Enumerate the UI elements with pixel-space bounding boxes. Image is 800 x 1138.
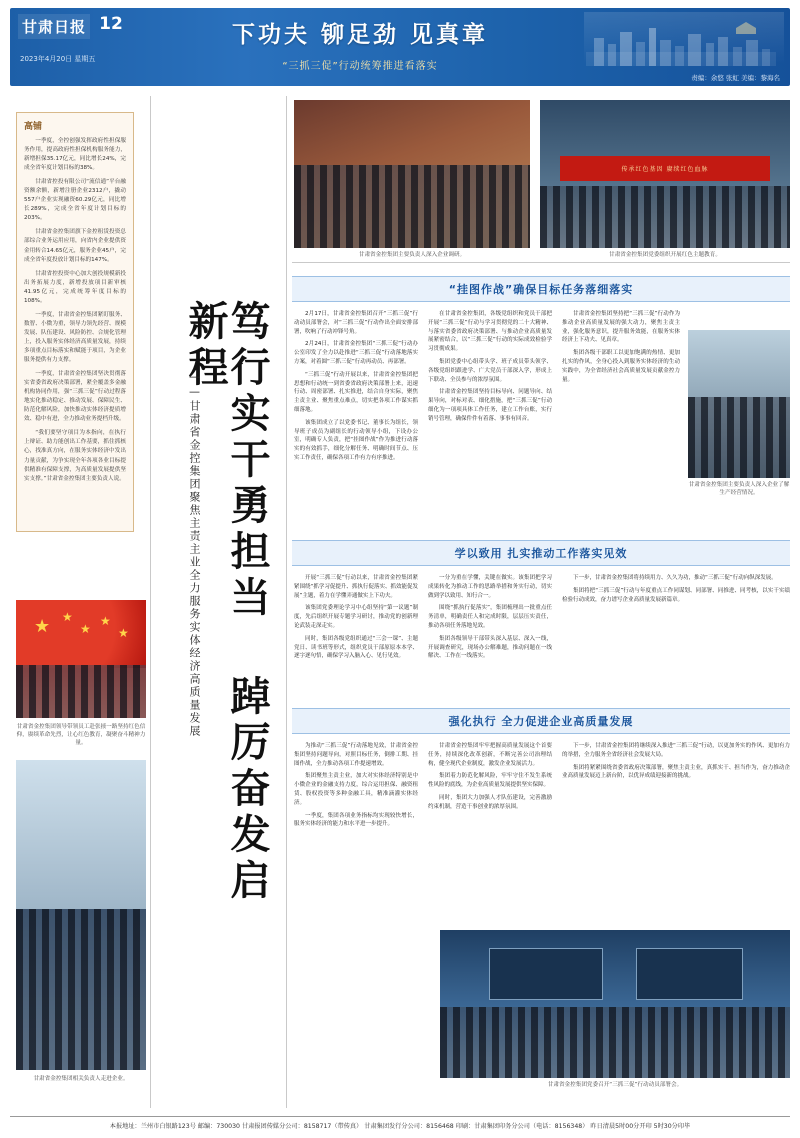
paragraph: 开展“三抓三促”行动以来，甘肃省金控集团紧紧围绕“抓学习促提升、抓执行促落实、抓效能促发展”主题，着力在学懂弄通做实上下功夫。 — [294, 575, 418, 599]
page-footer: 本报地址：兰州市白银路123号 邮编：730030 甘肃报团传媒分公司：8158717（带传真） 甘肃集团发行分公司：8156468 印刷：甘肃集团印务分公司（电话：8156348） 昨日清晨5时00分开印 5时30分印毕 — [10, 1116, 790, 1130]
sidebar-para: 一季度，甘肃省金控集团紧盯服务、数智、小微为重，领导力领先经营、规模发展、队伍建设、风险防控、合规化管理上，投入服务实体经济高质量发展，持续多项重点目标落实和赋能于项目，为企业服务提供有力支撑。 — [24, 311, 126, 364]
skyline-icon — [586, 22, 776, 66]
paragraph: 集团聚焦主责主业，加大对实体经济特别是中小微企业的金融支持力度，综合运用担保、融资租赁、股权投资等多种金融工具，精准滴灌实体经济。 — [294, 773, 418, 806]
photo-bottom-meeting-caption: 甘肃省金控集团党委召开“三抓三促”行动动员部署会。 — [547, 1082, 683, 1088]
paragraph: 该集团成立了以党委书记、董事长为组长，领导班子成员为副组长的行动领导小组，下设办公室，明确专人负责，把“挂图作战”作为推进行动落实的有效抓手，细化分解任务、明确时间节点、压实工作责任，确保各项工作有力有序推进。 — [294, 419, 418, 461]
section-1-col-3 — [562, 310, 680, 535]
section-rule-1 — [292, 262, 790, 263]
page-subheadline: ——甘肃省金控集团聚焦主责主业全力服务实体经济高质量发展 — [188, 370, 201, 738]
section-2-col-3 — [562, 574, 790, 704]
section-3-col-3 — [562, 742, 790, 922]
paragraph: 一分为重在学懂，关键在做实。该集团把学习成果转化为推动工作的思路举措和务实行动，切实做到学以致用、知行合一。 — [428, 575, 552, 599]
paragraph: 2月24日，甘肃省金控集团“三抓三促”行动办公室印发了全力以赴推进“三抓三促”行动落地落实方案，对着圆“三抓三促”行动再动员、再部署。 — [294, 341, 418, 365]
photo-bottom-meeting — [440, 930, 790, 1078]
sidebar-para: 甘肃省控投资中心加大创投规模新投出务拓展力度，新增投放项目新审核41.95亿元，完成统筹年度目标的108%。 — [24, 270, 126, 304]
photo-mid-right — [688, 330, 790, 478]
masthead — [10, 8, 790, 86]
sidebar-para: 甘肃省控投有限公司“流信通”平台融资额余额，新增注册企业2312户，撬动557户企业实现融资60.29亿元，同比增长289%，完成全省年度计划目标的203%。 — [24, 179, 126, 222]
column-rule-1 — [150, 96, 151, 1108]
paragraph: 集团将紧紧围绕省委省政府决策部署，聚焦主责主业，真抓实干、担当作为，奋力推动企业高质量发展迈上新台阶，以优异成绩迎接新的挑战。 — [562, 764, 790, 780]
section-2-col-1 — [294, 574, 418, 704]
paragraph: 集团各级干部职工以更加饱满的热情、更加扎实的作风，全身心投入到服务实体经济的生动实践中，为全省经济社会高质量发展贡献金控力量。 — [562, 350, 680, 383]
paragraph: 2月17日，甘肃省金控集团召开“三抓三促”行动动员部署会，对“三抓三促”行动作出全面安排部署，吹响了行动冲锋号角。 — [294, 311, 418, 335]
photo-banner-text: 传承红色基因 赓续红色血脉 — [560, 156, 770, 181]
paragraph: 甘肃省金控集团坚持目标导向、问题导向、结果导向，对标对表、细化措施，把“三抓三促”行动细化为一项项具体工作任务，建立工作台账，实行销号管理，确保件件有着落、事事有回音。 — [428, 389, 552, 422]
section-2-col-2 — [428, 574, 552, 704]
photo-mid-right-caption: 甘肃省金控集团主要负责人深入企业了解生产经营情况。 — [688, 482, 790, 496]
photo-image — [688, 330, 790, 478]
column-rule-2 — [286, 96, 287, 1108]
photo-top-right-caption: 甘肃省金控集团党委组织开展红色主题教育。 — [609, 252, 721, 258]
sidebar-box-title: 高铺 — [24, 122, 43, 132]
paragraph: 下一步，甘肃省金控集团将继续深入推进“三抓三促”行动，以更加务实的作风、更加有力的举措，全力服务全省经济社会发展大局。 — [562, 743, 790, 758]
section-1-title: “挂图作战”确保目标任务落细落实 — [292, 276, 790, 302]
photo-left-star — [16, 600, 146, 718]
section-3-col-1 — [294, 742, 418, 1072]
masthead-center — [150, 16, 570, 72]
photo-image — [16, 760, 146, 1070]
issue-date: 2023年4月20日 星期五 — [20, 55, 96, 63]
paragraph: 集团着力防范化解风险，牢牢守住不发生系统性风险的底线，为企业高质量发展提供坚实保障。 — [428, 773, 552, 789]
paragraph: 为推动“三抓三促”行动落地见效，甘肃省金控集团坚持问题导向，对照目标任务，倒排工期、挂图作战，全力推动各项工作提速增效。 — [294, 743, 418, 767]
page-number: 12 — [99, 14, 123, 34]
paragraph: 甘肃省金控集团牢牢把握高质量发展这个首要任务，持续深化改革创新，不断完善公司治理结构，健全现代企业制度，激发企业发展活力。 — [428, 743, 552, 767]
paragraph: 同时，集团大力加强人才队伍建设，完善激励约束机制，营造干事创业的浓厚氛围。 — [428, 794, 552, 810]
page-headline: 笃行实干勇担当 踔厉奋发启新程 — [182, 300, 271, 905]
masthead-credit: 责编：余悠 张虹 美编：黎海名 — [691, 74, 780, 82]
masthead-title: 下功夫 铆足劲 见真章 — [231, 22, 488, 48]
sidebar-para: 甘肃省金控集团旗下金控租赁投资总部综合业务运用应用，向省内企业提供资金用转合14.65亿元，服务企业45户，完成全省年度投放计划目标的147%。 — [24, 229, 126, 263]
photo-image — [294, 100, 530, 248]
section-3-col-2 — [428, 742, 552, 922]
photo-top-left-caption: 甘肃省金控集团主要负责人深入企业调研。 — [358, 252, 466, 258]
photo-image — [540, 100, 790, 248]
photo-image — [16, 600, 146, 718]
photo-top-right — [540, 100, 790, 248]
section-3-title: 强化执行 全力促进企业高质量发展 — [292, 708, 790, 734]
photo-left-factory-caption: 甘肃省金控集团相关负责人走进企业。 — [33, 1076, 129, 1082]
section-1-col-1 — [294, 310, 418, 535]
sidebar-highlight-box — [16, 112, 134, 532]
section-3-header — [292, 708, 790, 734]
photo-left-star-caption: 甘肃省金控集团领导带领员工赴张掖一路坚持红色信仰，赓续革命先烈，让心红色教育，凝聚奋斗精神力量。 — [16, 724, 146, 746]
paragraph: 甘肃省金控集团坚持把“三抓三促”行动作为推动企业高质量发展的强大动力，聚焦主责主业，强化服务意识，提升服务效能，在服务实体经济上下功夫、见真章。 — [562, 311, 680, 344]
paragraph: 围绕“抓执行促落实”，集团梳理出一批重点任务清单，明确责任人和完成时限，层层压实责任，推动各项任务落地见效。 — [428, 605, 552, 629]
paragraph: 集团将把“三抓三促”行动与年度重点工作同谋划、同部署、同推进、同考核，以实干实绩检验行动成效，奋力谱写企业高质量发展新篇章。 — [562, 587, 790, 603]
photo-left-factory — [16, 760, 146, 1070]
paragraph: 集团党委中心组带头学、班子成员带头领学、各级党组织跟进学、广大党员干部深入学，形成上下联动、全员参与的浓厚氛围。 — [428, 358, 552, 383]
paragraph: 下一步，甘肃省金控集团将持续用力、久久为功，推动“三抓三促”行动向纵深发展。 — [573, 575, 777, 581]
sidebar-para: “我们要坚守项目为本指向，在执行上辩证、助力能创出工作基要，抓住抓核心，找准真方向，在服务实体经济中发出力量贡献，为争实现全年各项各业目标提供精准有保障支撑，为高质量发展提供坚实支撑。”甘肃省金控集团主要负责人说。 — [24, 430, 126, 482]
photo-top-left — [294, 100, 530, 248]
masthead-brand — [18, 14, 138, 39]
star-backdrop: ★ ★ ★ ★ ★ — [16, 600, 146, 668]
paragraph: 该集团党委理论学习中心组坚持“第一议题”制度，先后组织开展专题学习研讨，推动党的创新理论武装走深走实。 — [294, 605, 418, 629]
masthead-artwork — [584, 12, 784, 64]
paragraph: “三抓三促”行动开展以来，甘肃省金控集团把思想和行动统一到省委省政府决策部署上来，迅速行动、周密部署、扎实推进，结合自身实际，聚焦主责主业、聚焦重点难点，切实把各项工作谋实抓细落地。 — [294, 371, 418, 413]
paragraph: 同时，集团各级党组织通过“三会一课”、主题党日、读书班等形式，组织党员干部原原本本学、逐字逐句悟，确保学习入脑入心、见行见效。 — [294, 635, 418, 660]
section-1-col-2 — [428, 310, 552, 535]
section-2-title: 学以致用 扎实推动工作落实见效 — [292, 540, 790, 566]
sidebar-para: 一季度，甘肃省金控集团坚决贯彻落实省委省政府决策部署，紧全覆盖多金融机构协同作用，强“三抓三促”行动过程落地实化推动稳定、推动发展、保障民生、防范化解风险，加快推动实体经济提质增效、稳中有进，全力推动业务提档升级。 — [24, 371, 126, 423]
masthead-subtitle: “三抓三促”行动统筹推进看落实 — [282, 61, 438, 72]
paragraph: 集团各级领导干部带头深入基层、深入一线，开展调查研究，现场办公解难题，推动问题在一线解决、工作在一线落实。 — [428, 635, 552, 660]
sidebar-para: 一季度，全控创强发挥政府性担保服务作用，提高政府性担保机构服务能力，新增担保35.17亿元，同比增长24%，完成全省年度计划目标的38%。 — [24, 138, 126, 172]
photo-image — [440, 930, 790, 1078]
section-1-header — [292, 276, 790, 302]
paragraph: 在甘肃省金控集团，各级党组织和党员干部把开展“三抓三促”行动与学习贯彻党的二十大精神、与落实省委省政府决策部署、与推动企业高质量发展紧密结合，以“三抓三促”行动的实际成效检验学习贯彻成果。 — [428, 311, 552, 353]
section-2-header — [292, 540, 790, 566]
paragraph: 一季度，集团各项业务指标均实现较快增长，服务实体经济的能力和水平进一步提升。 — [294, 812, 418, 828]
paper-name: 甘肃日报 — [18, 14, 90, 39]
